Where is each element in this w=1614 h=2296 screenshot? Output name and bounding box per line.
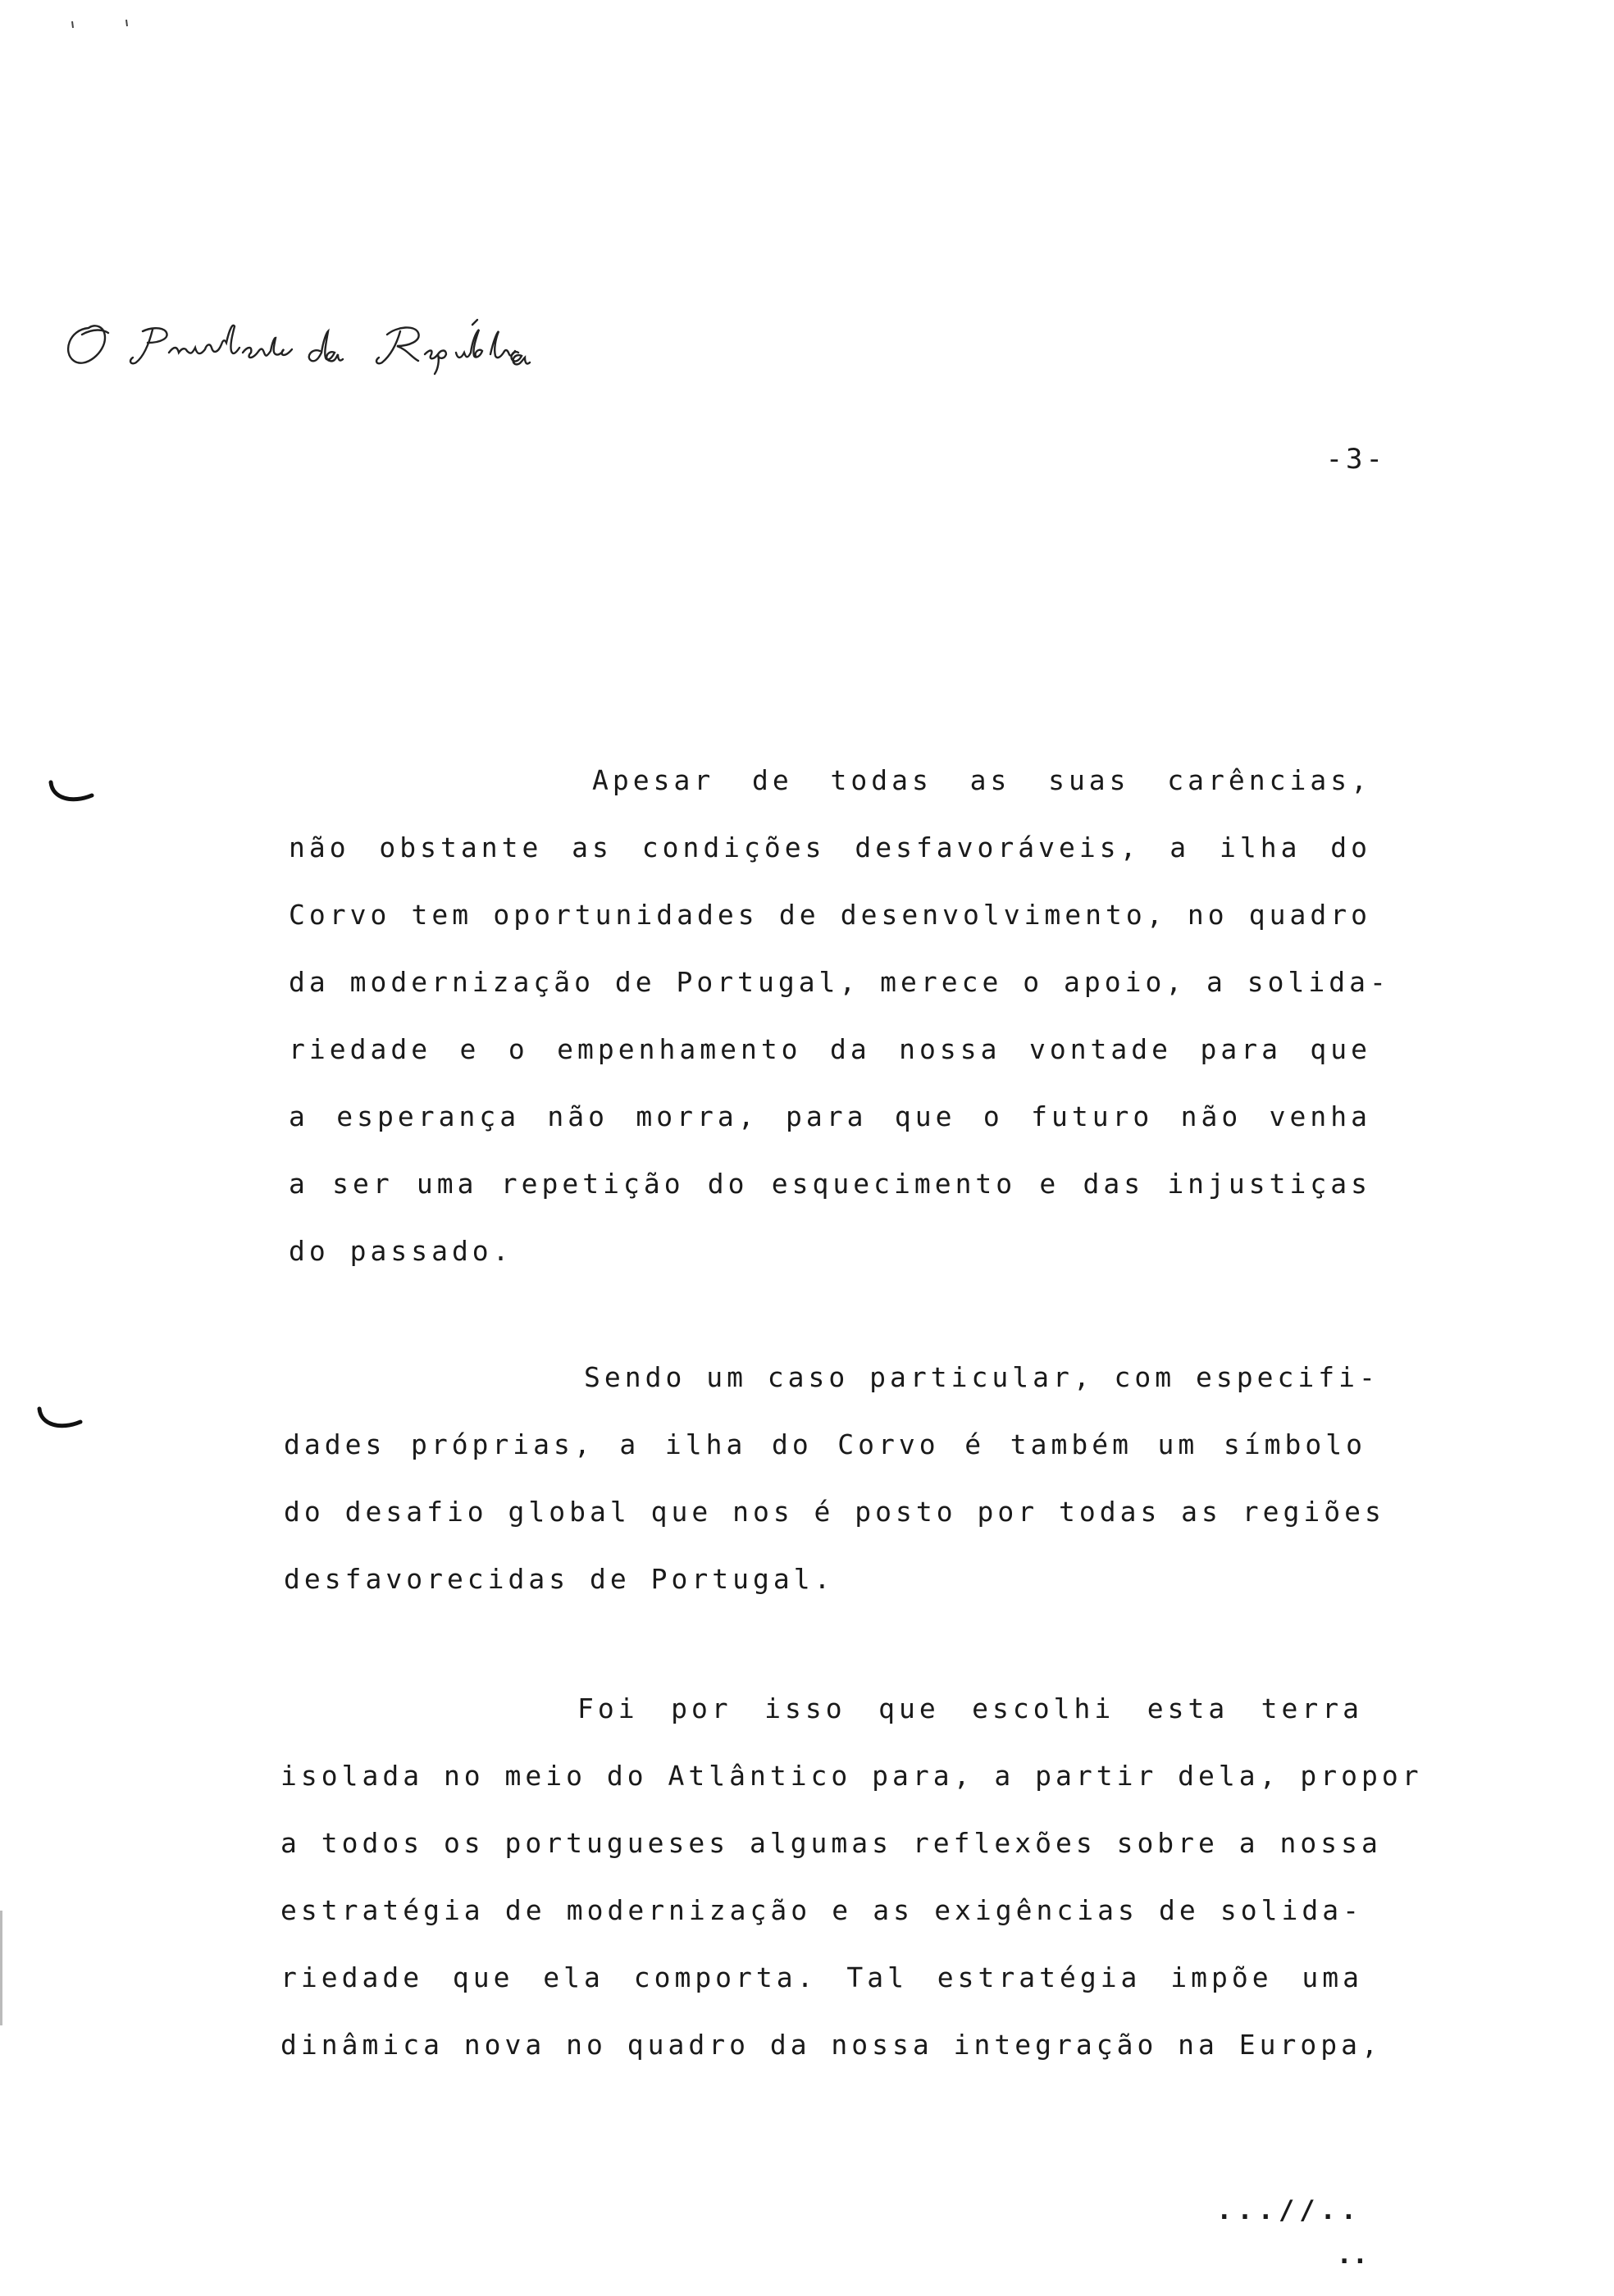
scan-edge-line [0,1911,2,2025]
paragraph-line: estratégia de modernização e as exigências de solida- [280,1894,1363,1926]
margin-mark [36,1404,85,1437]
margin-mark [48,777,97,810]
paragraph-line: dinâmica nova no quadro da nossa integração na Europa, [280,2029,1382,2061]
paragraph-line: Sendo um caso particular, com especifi- [584,1361,1379,1393]
letterhead-signature-graphic [57,310,648,376]
paragraph-line: não obstante as condições desfavoráveis, a ilha do [289,831,1371,863]
paragraph-line: isolada no meio do Atlântico para, a partir dela, propor [280,1760,1423,1792]
paragraph-line: da modernização de Portugal, merece o apoio, a solida- [289,966,1390,998]
paragraph-line: do desafio global que nos é posto por todas as regiões [284,1496,1385,1528]
paragraph-line: a todos os portugueses algumas reflexões sobre a nossa [280,1827,1382,1859]
paragraph-line: Corvo tem oportunidades de desenvolvimento, no quadro [289,899,1371,931]
paragraph-line: Apesar de todas as suas carências, [592,764,1371,796]
paragraph-line: riedade e o empenhamento da nossa vontade para que [289,1033,1371,1065]
paragraph-line: dades próprias, a ilha do Corvo é também um símbolo [284,1428,1366,1460]
paragraph-line: a ser uma repetição do esquecimento e das injustiças [289,1168,1371,1200]
paragraph-line: desfavorecidas de Portugal. [284,1563,835,1595]
paragraph-line: Foi por isso que escolhi esta terra [577,1692,1363,1724]
continuation-mark: ...//.. [1216,2194,1361,2225]
footer-dots: .. [1336,2239,1368,2270]
paragraph-line: a esperança não morra, para que o futuro não venha [289,1100,1371,1132]
paragraph-line: do passado. [289,1235,513,1267]
page-number: -3- [1325,443,1386,476]
paragraph-line: riedade que ela comporta. Tal estratégia impõe uma [280,1961,1363,1993]
letterhead [57,310,648,376]
corner-marks [69,15,134,39]
